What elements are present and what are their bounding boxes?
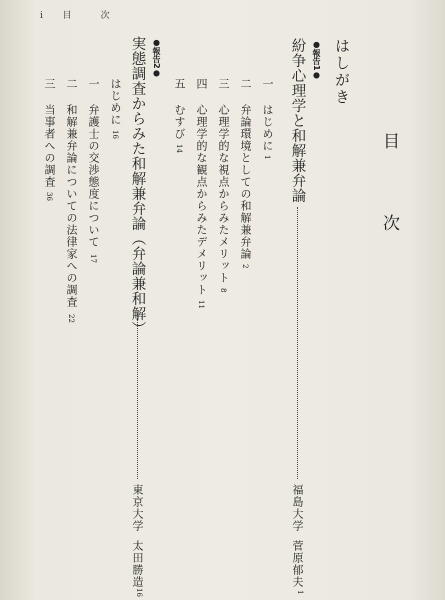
item-number: 一 xyxy=(87,78,100,90)
item-number: 三 xyxy=(217,78,230,90)
item-page: 1 xyxy=(263,155,271,160)
report2-item-2 xyxy=(88,78,99,263)
page-title: 目 次 xyxy=(379,132,399,255)
item-page: 2 xyxy=(241,264,249,269)
item-page: 36 xyxy=(45,192,53,201)
report2-item-3 xyxy=(66,78,77,323)
running-header xyxy=(40,12,120,21)
report1-label: ●報告1● xyxy=(312,40,321,80)
item-text: 和解兼弁論についての法律家への調査 xyxy=(65,104,78,308)
item-text: はじめに xyxy=(109,78,122,126)
report2-item-4 xyxy=(44,78,55,201)
item-text: むすび xyxy=(173,104,186,140)
item-text: 弁護士の交渉態度について xyxy=(87,104,100,248)
report1-item-3 xyxy=(218,78,229,292)
item-number: 五 xyxy=(173,78,186,90)
item-page: 8 xyxy=(219,288,227,293)
show-through xyxy=(372,30,383,36)
report2-item-1 xyxy=(110,78,121,139)
report2-affiliation: 東京大学 xyxy=(131,484,144,532)
item-page: 17 xyxy=(89,254,97,263)
report2-leader xyxy=(137,313,138,479)
item-number: 一 xyxy=(261,78,274,90)
item-page: 16 xyxy=(111,130,119,139)
item-number: 二 xyxy=(239,78,252,90)
item-number: 三 xyxy=(43,78,56,90)
report2-label: ●報告2● xyxy=(152,38,161,78)
item-text: 当事者への調査 xyxy=(43,104,56,188)
item-number: 四 xyxy=(195,78,208,90)
report1-page: 1 xyxy=(296,590,304,595)
report2-author: 太田勝造 xyxy=(131,540,144,588)
item-text: 心理学的な観点からみたデメリット xyxy=(195,104,208,296)
report2-page: 16 xyxy=(135,588,143,597)
item-text: はじめに xyxy=(261,104,274,152)
report1-item-5 xyxy=(174,78,185,153)
report1-item-4 xyxy=(196,78,207,309)
report1-author: 菅原郁夫 xyxy=(291,540,304,588)
item-text: 心理学的な視点からみたメリット xyxy=(217,104,230,284)
report1-leader xyxy=(297,207,298,479)
item-text: 弁論環境としての和解兼弁論 xyxy=(239,104,252,260)
report1-item-2 xyxy=(240,78,251,268)
report1-affiliation: 福島大学 xyxy=(291,484,304,532)
header-page-number: i xyxy=(40,11,43,21)
item-page: 22 xyxy=(67,314,75,323)
report1-title: 紛争心理学と和解兼弁論 xyxy=(289,38,306,203)
report1-item-1 xyxy=(262,78,273,159)
preface-entry: はしがき xyxy=(333,38,351,106)
item-number: 二 xyxy=(65,78,78,90)
item-page: 11 xyxy=(197,300,205,309)
item-page: 14 xyxy=(175,144,183,153)
header-label: 目 次 xyxy=(62,11,120,21)
report2-title: 実態調査からみた和解兼弁論（弁論兼和解） xyxy=(129,36,146,336)
